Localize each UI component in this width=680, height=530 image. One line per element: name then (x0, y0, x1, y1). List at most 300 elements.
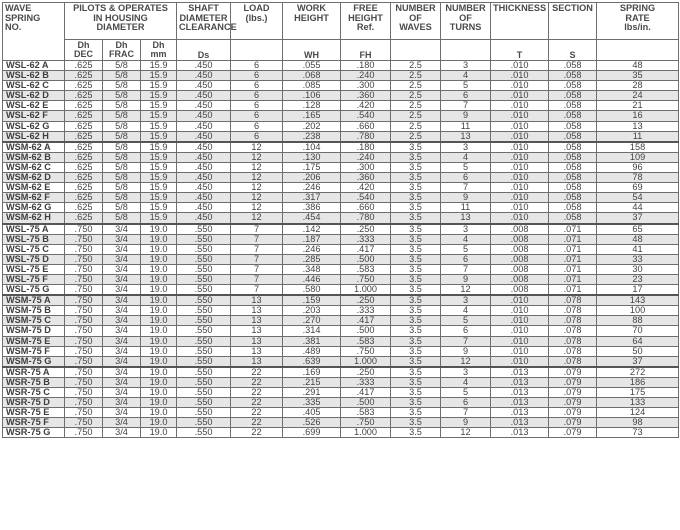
cell-thickness: .008 (491, 234, 549, 244)
cell-waves: 3.5 (391, 428, 441, 438)
cell-waves: 3.5 (391, 326, 441, 336)
cell-turns: 9 (441, 346, 491, 356)
cell-dh-mm: 15.9 (141, 142, 177, 153)
cell-load: 6 (231, 131, 283, 142)
cell-fh: 1.000 (341, 428, 391, 438)
cell-load: 12 (231, 203, 283, 213)
cell-load: 22 (231, 408, 283, 418)
cell-fh: .180 (341, 142, 391, 153)
cell-ds: .550 (177, 336, 231, 346)
cell-dh-dec: .750 (65, 316, 103, 326)
cell-name: WSM-75 F (3, 346, 65, 356)
cell-dh-mm: 15.9 (141, 121, 177, 131)
cell-name: WSM-75 D (3, 326, 65, 336)
cell-fh: .333 (341, 234, 391, 244)
subheader-dh-frac: Dh FRAC (103, 40, 141, 61)
cell-name: WSM-75 E (3, 336, 65, 346)
cell-load: 13 (231, 306, 283, 316)
cell-turns: 7 (441, 336, 491, 346)
cell-thickness: .013 (491, 377, 549, 387)
cell-dh-dec: .625 (65, 203, 103, 213)
cell-waves: 2.5 (391, 81, 441, 91)
cell-load: 13 (231, 316, 283, 326)
cell-thickness: .013 (491, 388, 549, 398)
cell-wh: .489 (283, 346, 341, 356)
cell-load: 12 (231, 173, 283, 183)
cell-section: .058 (549, 101, 597, 111)
table-row (3, 193, 679, 203)
cell-dh-dec: .625 (65, 131, 103, 142)
cell-rate: 24 (597, 91, 679, 101)
cell-thickness: .010 (491, 306, 549, 316)
cell-dh-frac: 5/8 (103, 152, 141, 162)
header-free-height: FREE HEIGHT Ref. (341, 3, 391, 40)
cell-ds: .550 (177, 264, 231, 274)
cell-turns: 5 (441, 316, 491, 326)
cell-dh-frac: 5/8 (103, 91, 141, 101)
cell-ds: .450 (177, 203, 231, 213)
cell-dh-dec: .750 (65, 254, 103, 264)
cell-name: WSR-75 D (3, 398, 65, 408)
cell-thickness: .010 (491, 162, 549, 172)
table-row (3, 274, 679, 284)
table-row (3, 142, 679, 153)
cell-turns: 9 (441, 193, 491, 203)
cell-turns: 6 (441, 398, 491, 408)
cell-load: 12 (231, 183, 283, 193)
cell-dh-frac: 3/4 (103, 367, 141, 378)
cell-waves: 3.5 (391, 193, 441, 203)
cell-thickness: .008 (491, 264, 549, 274)
cell-rate: 175 (597, 388, 679, 398)
table-row (3, 367, 679, 378)
cell-rate: 124 (597, 408, 679, 418)
header-shaft-clearance: SHAFT DIAMETER CLEARANCE (177, 3, 231, 40)
cell-dh-dec: .750 (65, 274, 103, 284)
cell-dh-mm: 15.9 (141, 203, 177, 213)
cell-section: .079 (549, 408, 597, 418)
cell-dh-frac: 5/8 (103, 173, 141, 183)
cell-rate: 70 (597, 326, 679, 336)
cell-dh-dec: .750 (65, 306, 103, 316)
table-row (3, 131, 679, 142)
cell-dh-dec: .625 (65, 81, 103, 91)
cell-fh: .750 (341, 418, 391, 428)
cell-thickness: .013 (491, 408, 549, 418)
cell-section: .079 (549, 367, 597, 378)
cell-waves: 3.5 (391, 274, 441, 284)
cell-thickness: .010 (491, 131, 549, 142)
cell-waves: 3.5 (391, 224, 441, 235)
cell-fh: .780 (341, 213, 391, 224)
table-body (3, 61, 679, 438)
cell-dh-mm: 19.0 (141, 428, 177, 438)
cell-thickness: .013 (491, 398, 549, 408)
cell-wh: .165 (283, 111, 341, 121)
cell-dh-frac: 3/4 (103, 295, 141, 306)
cell-wh: .128 (283, 101, 341, 111)
cell-load: 22 (231, 418, 283, 428)
cell-section: .079 (549, 418, 597, 428)
cell-section: .058 (549, 142, 597, 153)
cell-load: 22 (231, 398, 283, 408)
cell-waves: 3.5 (391, 152, 441, 162)
cell-waves: 3.5 (391, 234, 441, 244)
table-row (3, 244, 679, 254)
subheader-rate-blank (597, 40, 679, 61)
cell-section: .079 (549, 398, 597, 408)
cell-dh-frac: 3/4 (103, 306, 141, 316)
cell-dh-mm: 19.0 (141, 224, 177, 235)
cell-ds: .450 (177, 183, 231, 193)
cell-dh-dec: .750 (65, 234, 103, 244)
cell-name: WSL-75 B (3, 234, 65, 244)
cell-dh-dec: .625 (65, 142, 103, 153)
cell-rate: 41 (597, 244, 679, 254)
cell-waves: 3.5 (391, 356, 441, 367)
cell-turns: 12 (441, 428, 491, 438)
cell-dh-mm: 15.9 (141, 101, 177, 111)
cell-wh: .348 (283, 264, 341, 274)
cell-thickness: .008 (491, 244, 549, 254)
cell-dh-mm: 15.9 (141, 193, 177, 203)
cell-waves: 3.5 (391, 346, 441, 356)
cell-section: .079 (549, 428, 597, 438)
cell-waves: 3.5 (391, 285, 441, 296)
cell-turns: 5 (441, 388, 491, 398)
cell-ds: .550 (177, 285, 231, 296)
cell-fh: .417 (341, 244, 391, 254)
cell-ds: .450 (177, 142, 231, 153)
cell-section: .058 (549, 111, 597, 121)
cell-rate: 16 (597, 111, 679, 121)
cell-name: WSL-62 C (3, 81, 65, 91)
cell-waves: 3.5 (391, 183, 441, 193)
table-row (3, 388, 679, 398)
cell-dh-mm: 19.0 (141, 244, 177, 254)
cell-section: .071 (549, 234, 597, 244)
cell-fh: 1.000 (341, 285, 391, 296)
subheader-wh: WH (283, 40, 341, 61)
cell-wh: .206 (283, 173, 341, 183)
cell-thickness: .010 (491, 121, 549, 131)
cell-name: WSM-62 G (3, 203, 65, 213)
cell-dh-dec: .625 (65, 152, 103, 162)
cell-dh-mm: 19.0 (141, 398, 177, 408)
cell-load: 6 (231, 91, 283, 101)
cell-fh: .780 (341, 131, 391, 142)
subheader-dh-mm: Dh mm (141, 40, 177, 61)
cell-wh: .699 (283, 428, 341, 438)
cell-name: WSM-75 G (3, 356, 65, 367)
cell-load: 7 (231, 224, 283, 235)
cell-thickness: .010 (491, 336, 549, 346)
cell-thickness: .010 (491, 203, 549, 213)
cell-ds: .550 (177, 295, 231, 306)
cell-waves: 2.5 (391, 121, 441, 131)
cell-name: WSL-62 F (3, 111, 65, 121)
cell-fh: .250 (341, 295, 391, 306)
cell-wh: .238 (283, 131, 341, 142)
cell-waves: 3.5 (391, 408, 441, 418)
cell-dh-frac: 5/8 (103, 213, 141, 224)
cell-wh: .526 (283, 418, 341, 428)
cell-dh-mm: 19.0 (141, 306, 177, 316)
cell-fh: .360 (341, 91, 391, 101)
cell-section: .058 (549, 71, 597, 81)
table-row (3, 224, 679, 235)
cell-fh: .360 (341, 173, 391, 183)
cell-load: 7 (231, 234, 283, 244)
cell-thickness: .010 (491, 213, 549, 224)
cell-thickness: .008 (491, 224, 549, 235)
cell-dh-mm: 15.9 (141, 213, 177, 224)
cell-ds: .450 (177, 71, 231, 81)
cell-load: 13 (231, 336, 283, 346)
cell-dh-mm: 15.9 (141, 71, 177, 81)
cell-ds: .550 (177, 224, 231, 235)
cell-waves: 3.5 (391, 306, 441, 316)
cell-fh: .583 (341, 408, 391, 418)
cell-load: 13 (231, 346, 283, 356)
cell-thickness: .010 (491, 152, 549, 162)
cell-rate: 109 (597, 152, 679, 162)
cell-rate: 143 (597, 295, 679, 306)
cell-wh: .314 (283, 326, 341, 336)
cell-dh-dec: .750 (65, 295, 103, 306)
cell-dh-dec: .750 (65, 356, 103, 367)
cell-turns: 6 (441, 326, 491, 336)
cell-section: .058 (549, 91, 597, 101)
cell-dh-frac: 3/4 (103, 336, 141, 346)
cell-dh-frac: 5/8 (103, 111, 141, 121)
table-row (3, 306, 679, 316)
cell-wh: .381 (283, 336, 341, 346)
cell-load: 6 (231, 71, 283, 81)
cell-dh-mm: 19.0 (141, 326, 177, 336)
cell-dh-frac: 3/4 (103, 428, 141, 438)
cell-name: WSL-62 A (3, 61, 65, 71)
cell-ds: .450 (177, 193, 231, 203)
cell-dh-dec: .750 (65, 428, 103, 438)
table-row (3, 346, 679, 356)
cell-section: .078 (549, 295, 597, 306)
cell-dh-mm: 15.9 (141, 152, 177, 162)
cell-dh-dec: .750 (65, 264, 103, 274)
cell-dh-mm: 19.0 (141, 418, 177, 428)
cell-dh-dec: .750 (65, 224, 103, 235)
cell-thickness: .010 (491, 316, 549, 326)
cell-waves: 3.5 (391, 213, 441, 224)
cell-rate: 100 (597, 306, 679, 316)
cell-dh-mm: 15.9 (141, 131, 177, 142)
cell-waves: 2.5 (391, 131, 441, 142)
cell-section: .078 (549, 326, 597, 336)
cell-turns: 3 (441, 224, 491, 235)
cell-dh-frac: 3/4 (103, 264, 141, 274)
cell-rate: 78 (597, 173, 679, 183)
cell-thickness: .010 (491, 71, 549, 81)
cell-waves: 3.5 (391, 377, 441, 387)
cell-dh-mm: 19.0 (141, 408, 177, 418)
cell-wh: .454 (283, 213, 341, 224)
cell-waves: 2.5 (391, 101, 441, 111)
cell-fh: 1.000 (341, 356, 391, 367)
cell-ds: .550 (177, 408, 231, 418)
cell-load: 12 (231, 142, 283, 153)
header-thickness: THICKNESS (491, 3, 549, 40)
cell-rate: 48 (597, 61, 679, 71)
table-row (3, 111, 679, 121)
cell-name: WSR-75 B (3, 377, 65, 387)
cell-load: 7 (231, 244, 283, 254)
cell-dh-frac: 3/4 (103, 388, 141, 398)
cell-section: .071 (549, 264, 597, 274)
wave-spring-spec-table (2, 2, 679, 438)
header-wave-spring-no: WAVE SPRING NO. (3, 3, 65, 61)
cell-thickness: .010 (491, 295, 549, 306)
cell-rate: 21 (597, 101, 679, 111)
cell-dh-dec: .750 (65, 336, 103, 346)
cell-ds: .550 (177, 244, 231, 254)
cell-rate: 158 (597, 142, 679, 153)
cell-name: WSL-75 F (3, 274, 65, 284)
cell-waves: 3.5 (391, 264, 441, 274)
cell-wh: .055 (283, 61, 341, 71)
cell-dh-frac: 5/8 (103, 121, 141, 131)
cell-wh: .215 (283, 377, 341, 387)
cell-name: WSM-75 C (3, 316, 65, 326)
cell-dh-dec: .625 (65, 111, 103, 121)
cell-name: WSL-75 E (3, 264, 65, 274)
cell-dh-mm: 19.0 (141, 264, 177, 274)
cell-wh: .187 (283, 234, 341, 244)
header-work-height: WORK HEIGHT (283, 3, 341, 40)
cell-dh-frac: 5/8 (103, 131, 141, 142)
cell-wh: .203 (283, 306, 341, 316)
cell-dh-frac: 5/8 (103, 183, 141, 193)
cell-ds: .450 (177, 91, 231, 101)
cell-dh-dec: .625 (65, 91, 103, 101)
cell-load: 6 (231, 101, 283, 111)
cell-wh: .142 (283, 224, 341, 235)
cell-name: WSM-62 A (3, 142, 65, 153)
cell-fh: .180 (341, 61, 391, 71)
cell-thickness: .010 (491, 346, 549, 356)
cell-wh: .246 (283, 183, 341, 193)
cell-turns: 4 (441, 71, 491, 81)
cell-dh-mm: 15.9 (141, 162, 177, 172)
cell-rate: 69 (597, 183, 679, 193)
table-row (3, 162, 679, 172)
cell-dh-dec: .750 (65, 326, 103, 336)
cell-thickness: .010 (491, 326, 549, 336)
cell-rate: 35 (597, 71, 679, 81)
cell-waves: 3.5 (391, 142, 441, 153)
cell-dh-dec: .625 (65, 183, 103, 193)
cell-dh-frac: 5/8 (103, 101, 141, 111)
cell-load: 12 (231, 193, 283, 203)
cell-section: .071 (549, 244, 597, 254)
cell-ds: .450 (177, 121, 231, 131)
table-row (3, 428, 679, 438)
cell-rate: 96 (597, 162, 679, 172)
cell-ds: .550 (177, 254, 231, 264)
cell-ds: .550 (177, 388, 231, 398)
table-row (3, 152, 679, 162)
cell-dh-frac: 5/8 (103, 203, 141, 213)
cell-fh: .240 (341, 152, 391, 162)
cell-turns: 13 (441, 131, 491, 142)
cell-fh: .750 (341, 346, 391, 356)
cell-dh-mm: 19.0 (141, 316, 177, 326)
cell-rate: 33 (597, 254, 679, 264)
cell-waves: 2.5 (391, 91, 441, 101)
cell-section: .078 (549, 346, 597, 356)
cell-load: 6 (231, 81, 283, 91)
cell-rate: 64 (597, 336, 679, 346)
cell-dh-dec: .750 (65, 346, 103, 356)
subheader-dh-dec: Dh DEC (65, 40, 103, 61)
cell-load: 7 (231, 285, 283, 296)
cell-thickness: .010 (491, 183, 549, 193)
table-row (3, 377, 679, 387)
cell-wh: .246 (283, 244, 341, 254)
cell-fh: .540 (341, 111, 391, 121)
cell-turns: 9 (441, 418, 491, 428)
header-number-of-waves: NUMBER OF WAVES (391, 3, 441, 40)
cell-ds: .450 (177, 213, 231, 224)
cell-fh: .420 (341, 101, 391, 111)
cell-load: 22 (231, 377, 283, 387)
cell-thickness: .010 (491, 61, 549, 71)
table-row (3, 408, 679, 418)
cell-fh: .583 (341, 336, 391, 346)
cell-section: .058 (549, 193, 597, 203)
cell-dh-dec: .625 (65, 173, 103, 183)
cell-turns: 11 (441, 203, 491, 213)
cell-turns: 7 (441, 101, 491, 111)
cell-ds: .550 (177, 367, 231, 378)
cell-turns: 6 (441, 173, 491, 183)
cell-dh-frac: 3/4 (103, 398, 141, 408)
cell-rate: 272 (597, 367, 679, 378)
cell-ds: .550 (177, 316, 231, 326)
table-row (3, 254, 679, 264)
cell-thickness: .010 (491, 101, 549, 111)
table-row (3, 326, 679, 336)
cell-turns: 9 (441, 111, 491, 121)
cell-rate: 13 (597, 121, 679, 131)
cell-dh-dec: .750 (65, 367, 103, 378)
cell-section: .058 (549, 61, 597, 71)
table-row (3, 91, 679, 101)
cell-wh: .130 (283, 152, 341, 162)
cell-name: WSM-62 B (3, 152, 65, 162)
cell-ds: .550 (177, 428, 231, 438)
cell-turns: 7 (441, 408, 491, 418)
cell-ds: .450 (177, 173, 231, 183)
cell-waves: 3.5 (391, 244, 441, 254)
cell-load: 13 (231, 295, 283, 306)
cell-dh-frac: 5/8 (103, 193, 141, 203)
table-row (3, 71, 679, 81)
cell-name: WSL-62 G (3, 121, 65, 131)
cell-dh-mm: 19.0 (141, 356, 177, 367)
cell-name: WSL-62 H (3, 131, 65, 142)
cell-ds: .550 (177, 234, 231, 244)
cell-ds: .450 (177, 111, 231, 121)
